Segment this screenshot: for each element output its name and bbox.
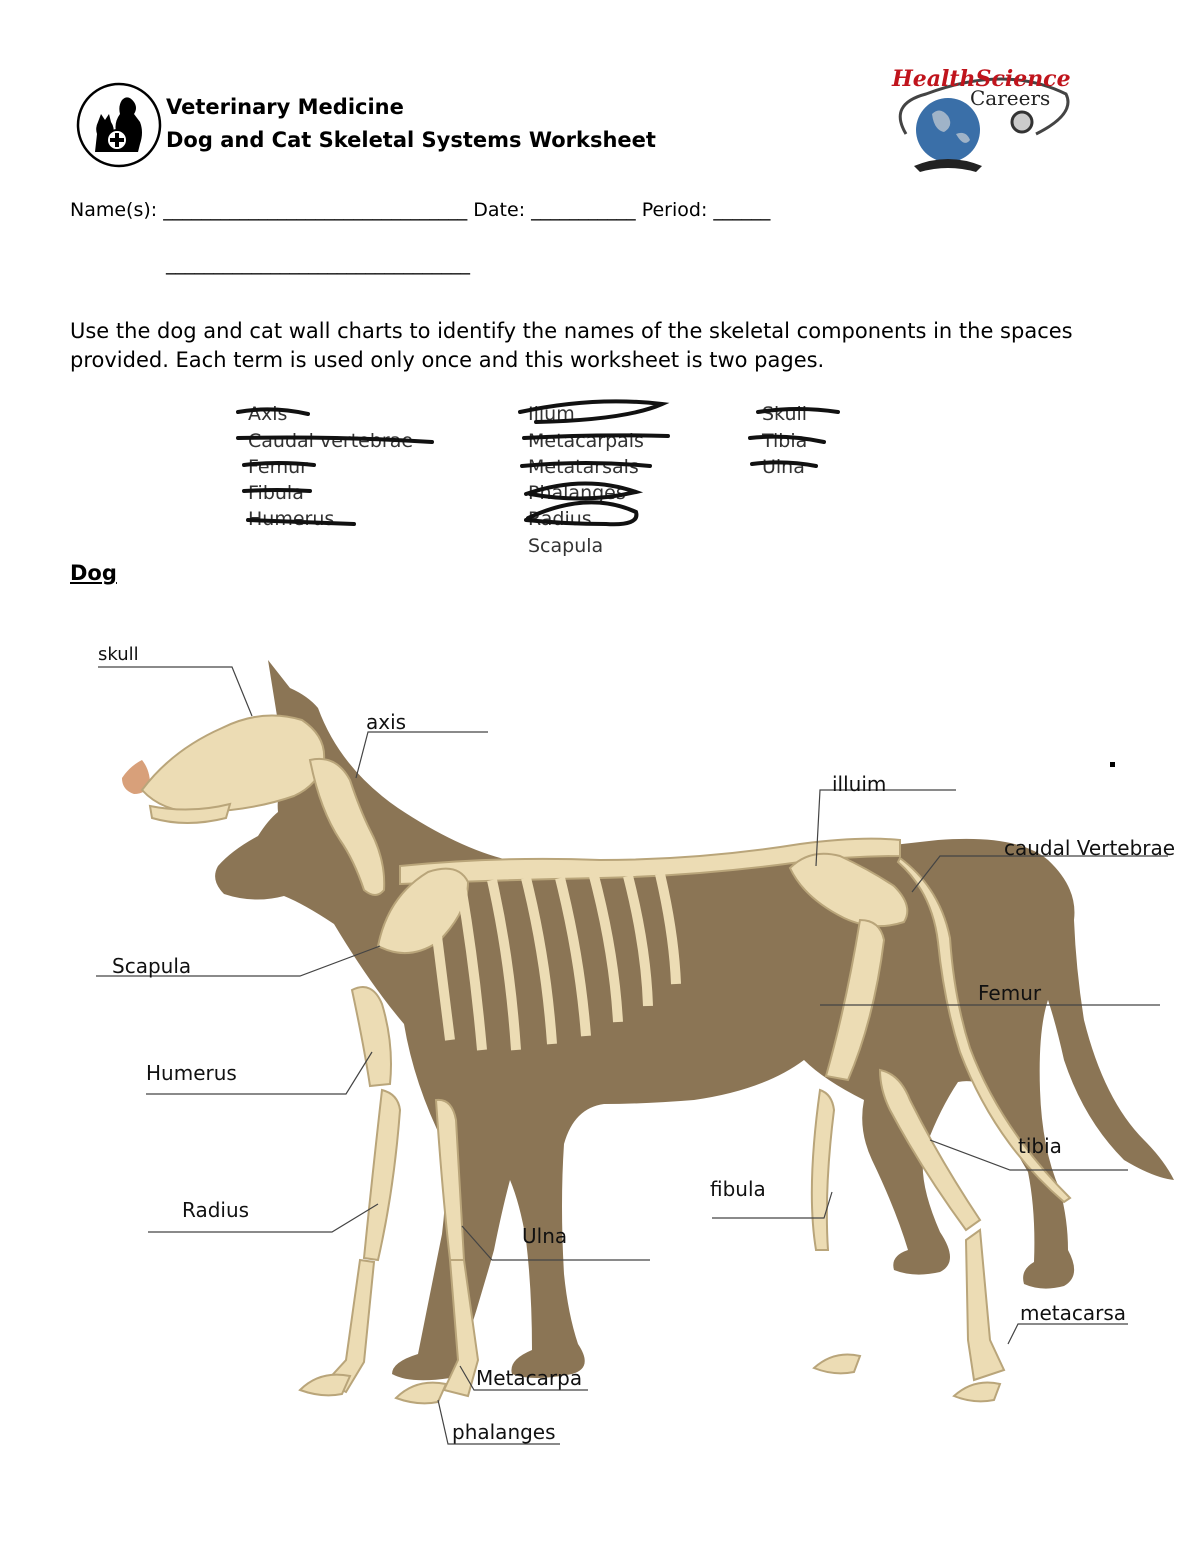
label-tibia: tibia	[1018, 1134, 1062, 1158]
humerus-bone	[352, 987, 391, 1086]
term-femur: Femur	[248, 456, 308, 478]
label-skull: skull	[98, 644, 139, 665]
instructions: Use the dog and cat wall charts to identify the names of the skeletal components in the spaces provided. Each term is used only once and this worksheet is two pages.	[70, 319, 1073, 372]
name-label: Name(s):	[70, 199, 158, 221]
period-field[interactable]: ______	[713, 199, 771, 221]
label-metacarsa: metacarsa	[1020, 1301, 1127, 1325]
label-humerus: Humerus	[146, 1061, 237, 1085]
date-label: Date:	[473, 199, 526, 221]
term-axis: Axis	[248, 403, 288, 425]
term-ulna: Ulna	[762, 456, 805, 478]
term-skull: Skull	[762, 403, 808, 425]
term-metacarpals: Metacarpals	[528, 430, 644, 452]
term-metatarsals: Metatarsals	[528, 456, 639, 478]
dog-skeleton-illustration	[0, 580, 1200, 1480]
term-fibula: Fibula	[248, 482, 304, 504]
term-tibia: Tibia	[762, 430, 808, 452]
radius-bone	[364, 1090, 400, 1260]
label-radius: Radius	[182, 1198, 250, 1222]
label-fibula: fibula	[710, 1177, 766, 1201]
name-field[interactable]: ________________________________	[163, 199, 468, 221]
label-caudal-vertebrae: caudal Vertebrae	[1004, 836, 1176, 860]
date-field[interactable]: ___________	[531, 199, 636, 221]
label-axis: axis	[366, 710, 407, 734]
header-line2: Dog and Cat Skeletal Systems Worksheet	[166, 128, 656, 152]
label-scapula: Scapula	[112, 954, 192, 978]
label-ulna: Ulna	[522, 1224, 568, 1248]
period-label: Period:	[641, 199, 708, 221]
label-metacarpa: Metacarpa	[476, 1366, 583, 1390]
label-illuim: illuim	[832, 772, 887, 796]
term-scapula: Scapula	[528, 535, 604, 557]
term-phalanges: Phalanges	[528, 482, 626, 504]
logo-brand-b: Careers	[970, 86, 1051, 110]
name-field-2[interactable]: ________________________________	[166, 253, 470, 275]
section-heading-dog: Dog	[70, 561, 117, 585]
header-line1: Veterinary Medicine	[166, 95, 404, 119]
strikethrough-scribbles	[0, 0, 1200, 560]
term-ilium: Ilium	[528, 403, 575, 425]
term-radius: Radius	[528, 508, 592, 530]
term-caudal-vertebrae: Caudal vertebrae	[248, 430, 414, 452]
logo-brand-a: HealthScience	[892, 66, 1071, 92]
label-femur: Femur	[978, 981, 1042, 1005]
term-humerus: Humerus	[248, 508, 335, 530]
label-phalanges: phalanges	[452, 1420, 556, 1444]
stray-mark	[1110, 762, 1115, 767]
